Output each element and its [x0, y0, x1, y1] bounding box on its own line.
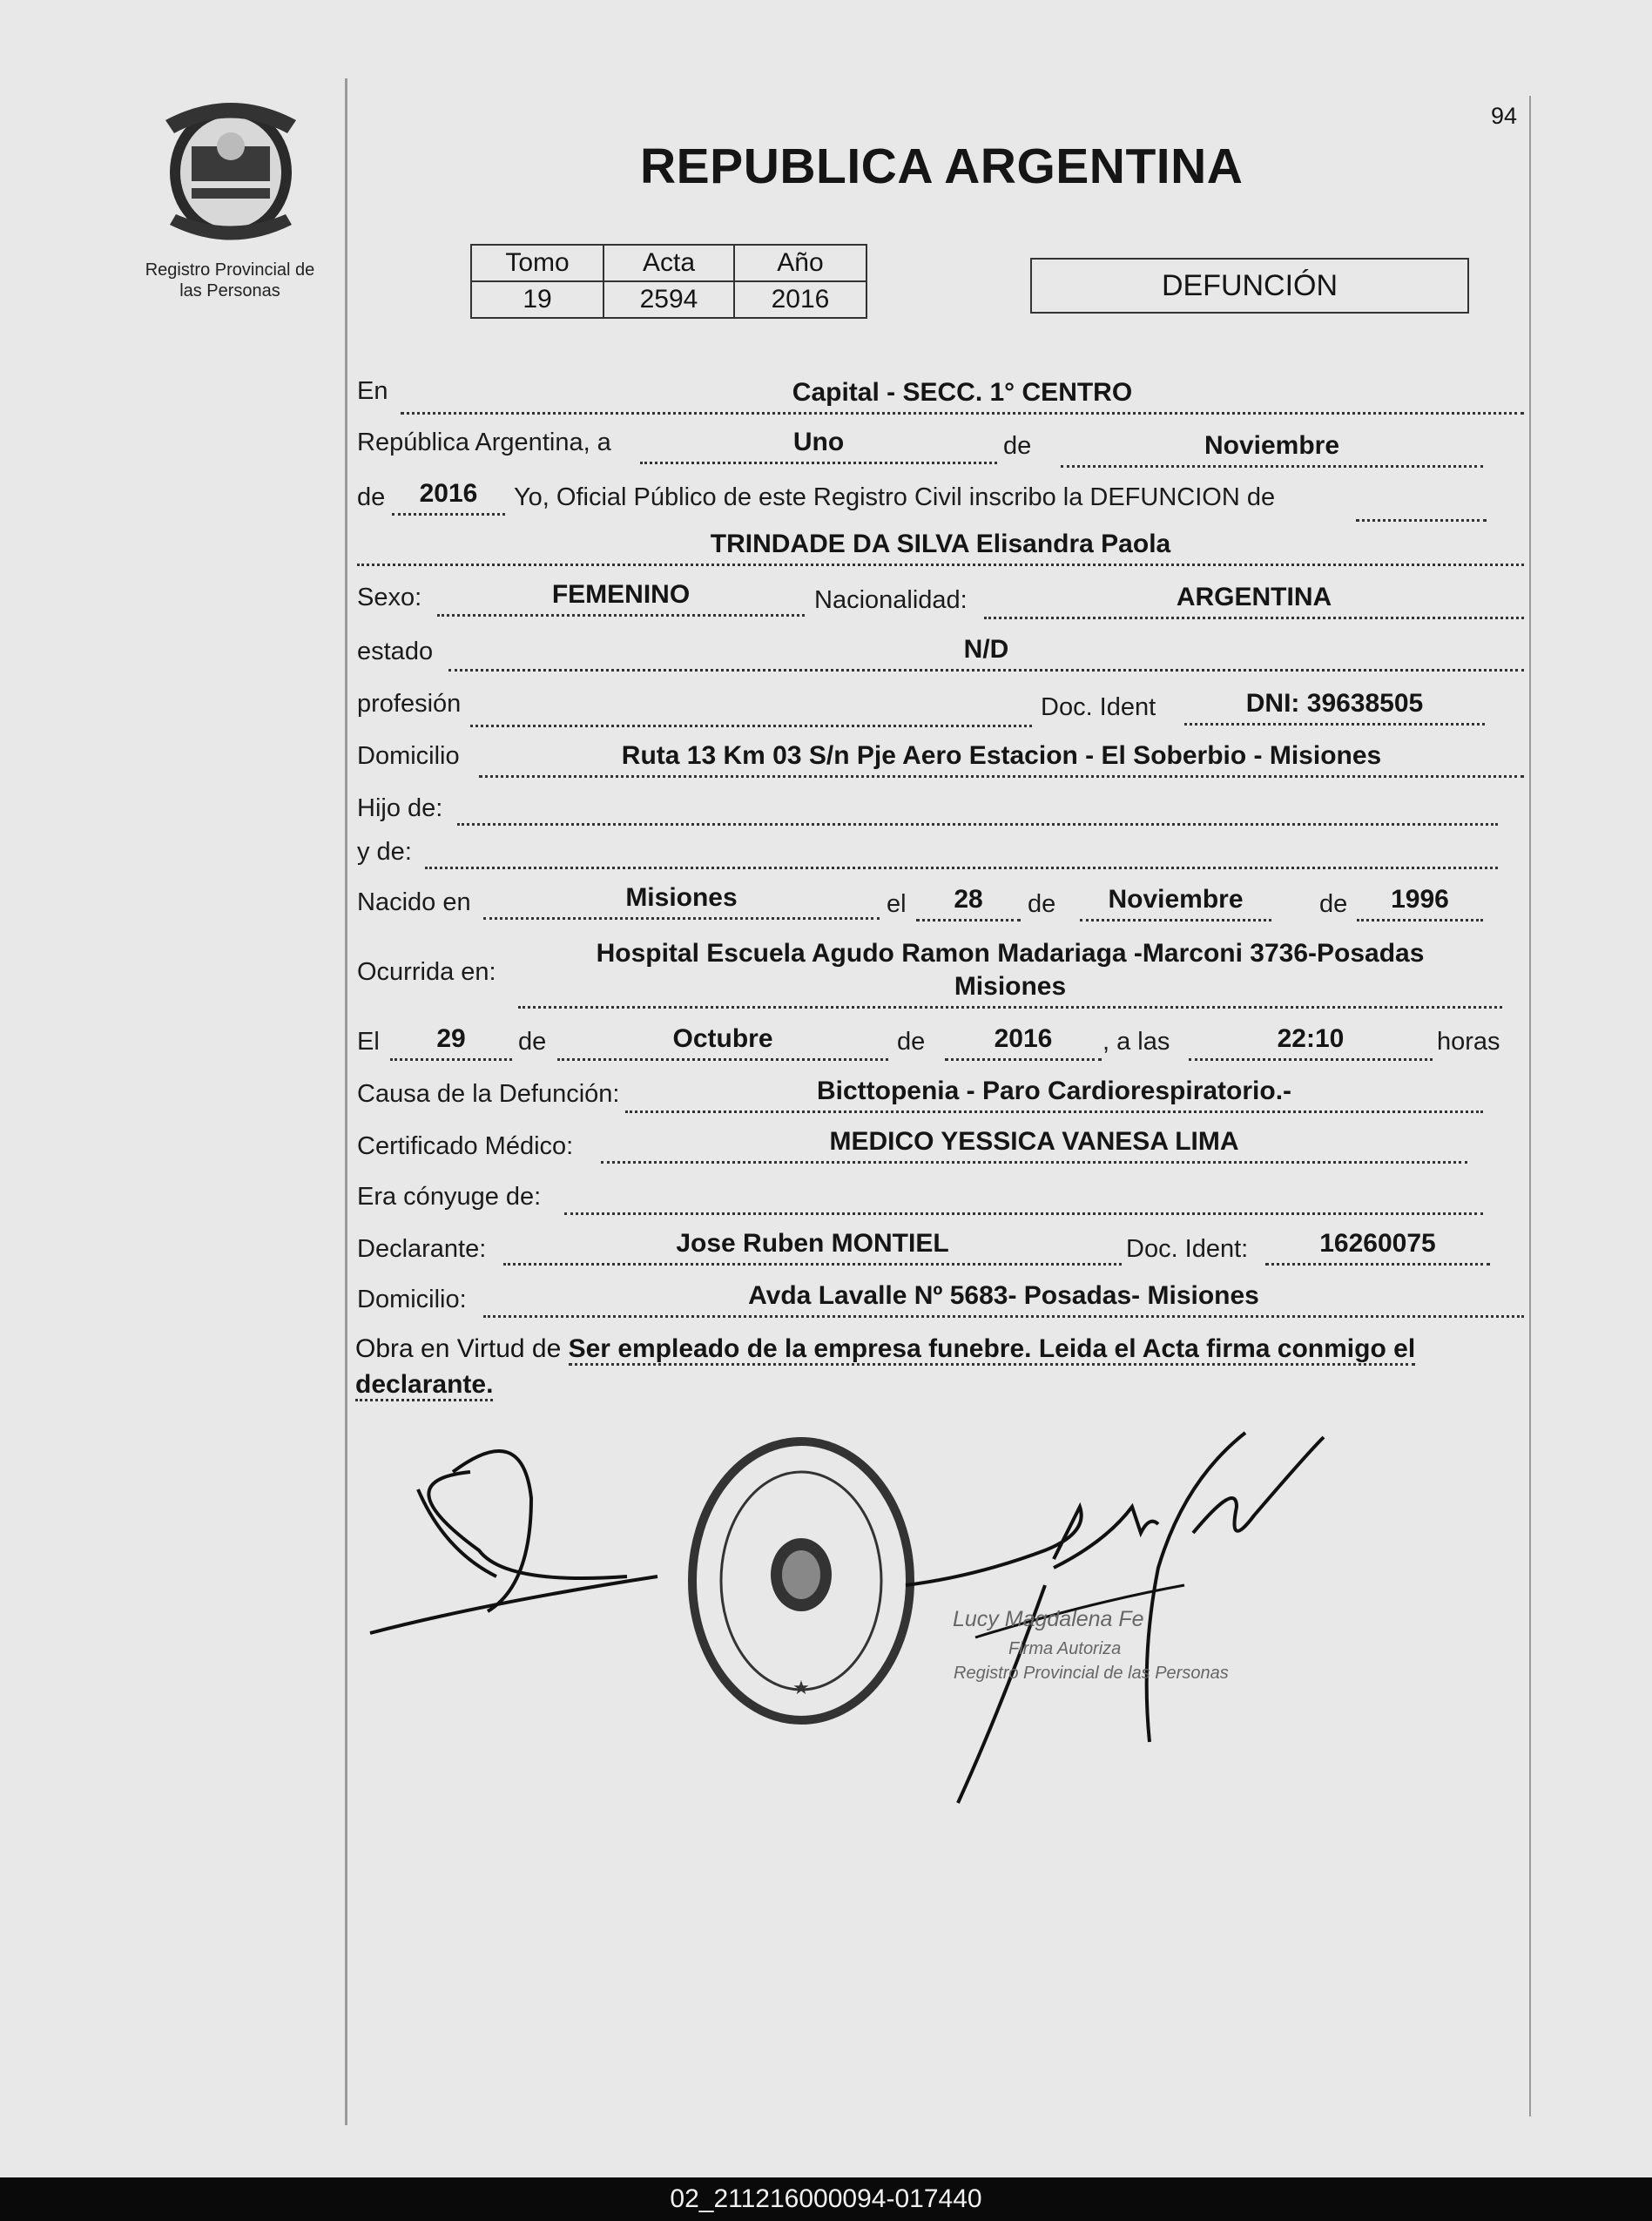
declarante-domicilio-value: Avda Lavalle Nº 5683- Posadas- Misiones: [483, 1280, 1524, 1318]
nacionalidad-label: Nacionalidad:: [814, 586, 968, 614]
svg-text:★: ★: [792, 1678, 810, 1699]
de-label-6: de: [897, 1028, 926, 1056]
yde-label: y de:: [357, 838, 412, 866]
day-value: Uno: [640, 427, 997, 464]
yo-text: Yo, Oficial Público de este Registro Civil inscribo la DEFUNCION de: [514, 483, 1276, 511]
domicilio-value: Ruta 13 Km 03 S/n Pje Aero Estacion - El Soberbio - Misiones: [479, 740, 1524, 778]
en-label: En: [357, 377, 388, 405]
org-name-line1: Registro Provincial de: [145, 260, 315, 280]
tomo-header: Tomo: [471, 245, 603, 281]
de-label-3: de: [1028, 890, 1056, 918]
alas-label: , a las: [1102, 1028, 1170, 1056]
declarante-doc-label: Doc. Ident:: [1126, 1235, 1249, 1263]
profesion-label: profesión: [357, 690, 462, 718]
deceased-name: TRINDADE DA SILVA Elisandra Paola: [357, 529, 1524, 566]
obra-label: Obra en Virtud de: [355, 1334, 562, 1363]
right-margin-line: [1529, 96, 1531, 2116]
en-value: Capital - SECC. 1° CENTRO: [401, 377, 1524, 415]
conyuge-value: [564, 1178, 1483, 1215]
acta-value: 2594: [603, 281, 734, 318]
province-logo: [157, 94, 305, 246]
acta-header: Acta: [603, 245, 734, 281]
death-month: Octubre: [557, 1023, 888, 1061]
ocurrida-label: Ocurrida en:: [357, 958, 496, 986]
doc-ident-label: Doc. Ident: [1041, 693, 1156, 721]
declarante-value: Jose Ruben MONTIEL: [503, 1228, 1122, 1266]
org-name: [129, 260, 331, 301]
declarante-domicilio-label: Domicilio:: [357, 1286, 467, 1313]
left-margin-line: [345, 78, 347, 2125]
causa-value: Bicttopenia - Paro Cardiorespiratorio.-: [625, 1076, 1483, 1113]
tomo-value: 19: [471, 281, 603, 318]
nacionalidad-value: ARGENTINA: [984, 582, 1524, 619]
yde-value: [425, 832, 1498, 869]
el-label: el: [887, 890, 907, 918]
de-label-1: de: [1003, 432, 1032, 460]
document-type-box: DEFUNCIÓN: [1030, 258, 1469, 314]
hijo-label: Hijo de:: [357, 794, 443, 822]
birth-month: Noviembre: [1080, 884, 1271, 921]
conyuge-label: Era cónyuge de:: [357, 1183, 542, 1211]
ano-value: 2016: [734, 281, 866, 318]
birth-year: 1996: [1357, 884, 1483, 921]
obra-value: Ser empleado de la empresa funebre. Leida el Acta firma conmigo el declarante.: [355, 1334, 1415, 1401]
page-title: REPUBLICA ARGENTINA: [640, 138, 1244, 194]
certificado-label: Certificado Médico:: [357, 1132, 574, 1160]
estado-value: N/D: [448, 634, 1524, 672]
obra-en-virtud: [355, 1331, 1518, 1402]
nacido-value: Misiones: [483, 882, 880, 920]
ocurrida-line2: Misiones: [518, 971, 1502, 1009]
death-year: 2016: [945, 1023, 1102, 1061]
doc-ident-value: DNI: 39638505: [1184, 688, 1485, 726]
El-label: El: [357, 1028, 380, 1056]
signer-org: Registro Provincial de las Personas: [954, 1664, 1229, 1683]
year-value: 2016: [392, 478, 505, 516]
yo-dots: [1356, 517, 1487, 522]
signer-role: Firma Autoriza: [1008, 1639, 1122, 1658]
footer-code: 02_211216000094-017440: [0, 2177, 1652, 2221]
declarante-label: Declarante:: [357, 1235, 487, 1263]
signer-name: Lucy Magdalena Fe: [953, 1607, 1144, 1631]
birth-day: 28: [916, 884, 1021, 921]
causa-label: Causa de la Defunción:: [357, 1080, 620, 1108]
org-name-line2: las Personas: [179, 281, 280, 300]
nacido-label: Nacido en: [357, 888, 471, 916]
sexo-value: FEMENINO: [437, 579, 805, 617]
registry-table: [470, 244, 867, 319]
certificado-value: MEDICO YESSICA VANESA LIMA: [601, 1126, 1467, 1164]
de-label-2: de: [357, 483, 386, 511]
month-value: Noviembre: [1061, 430, 1483, 468]
domicilio-label: Domicilio: [357, 742, 460, 770]
sexo-label: Sexo:: [357, 584, 422, 611]
horas-label: horas: [1437, 1028, 1500, 1056]
profesion-value: [470, 690, 1032, 727]
hijo-value: [457, 788, 1498, 826]
page-number: 94: [1491, 103, 1518, 129]
de-label-5: de: [518, 1028, 547, 1056]
de-label-4: de: [1319, 890, 1348, 918]
death-day: 29: [390, 1023, 512, 1061]
death-time: 22:10: [1189, 1023, 1433, 1061]
ano-header: Año: [734, 245, 866, 281]
estado-label: estado: [357, 638, 434, 665]
ocurrida-line1: Hospital Escuela Agudo Ramon Madariaga -Marconi 3736-Posadas: [596, 939, 1425, 968]
declarante-doc-value: 16260075: [1265, 1228, 1490, 1266]
declarant-signature: [366, 1428, 671, 1646]
rep-label: República Argentina, a: [357, 429, 611, 456]
